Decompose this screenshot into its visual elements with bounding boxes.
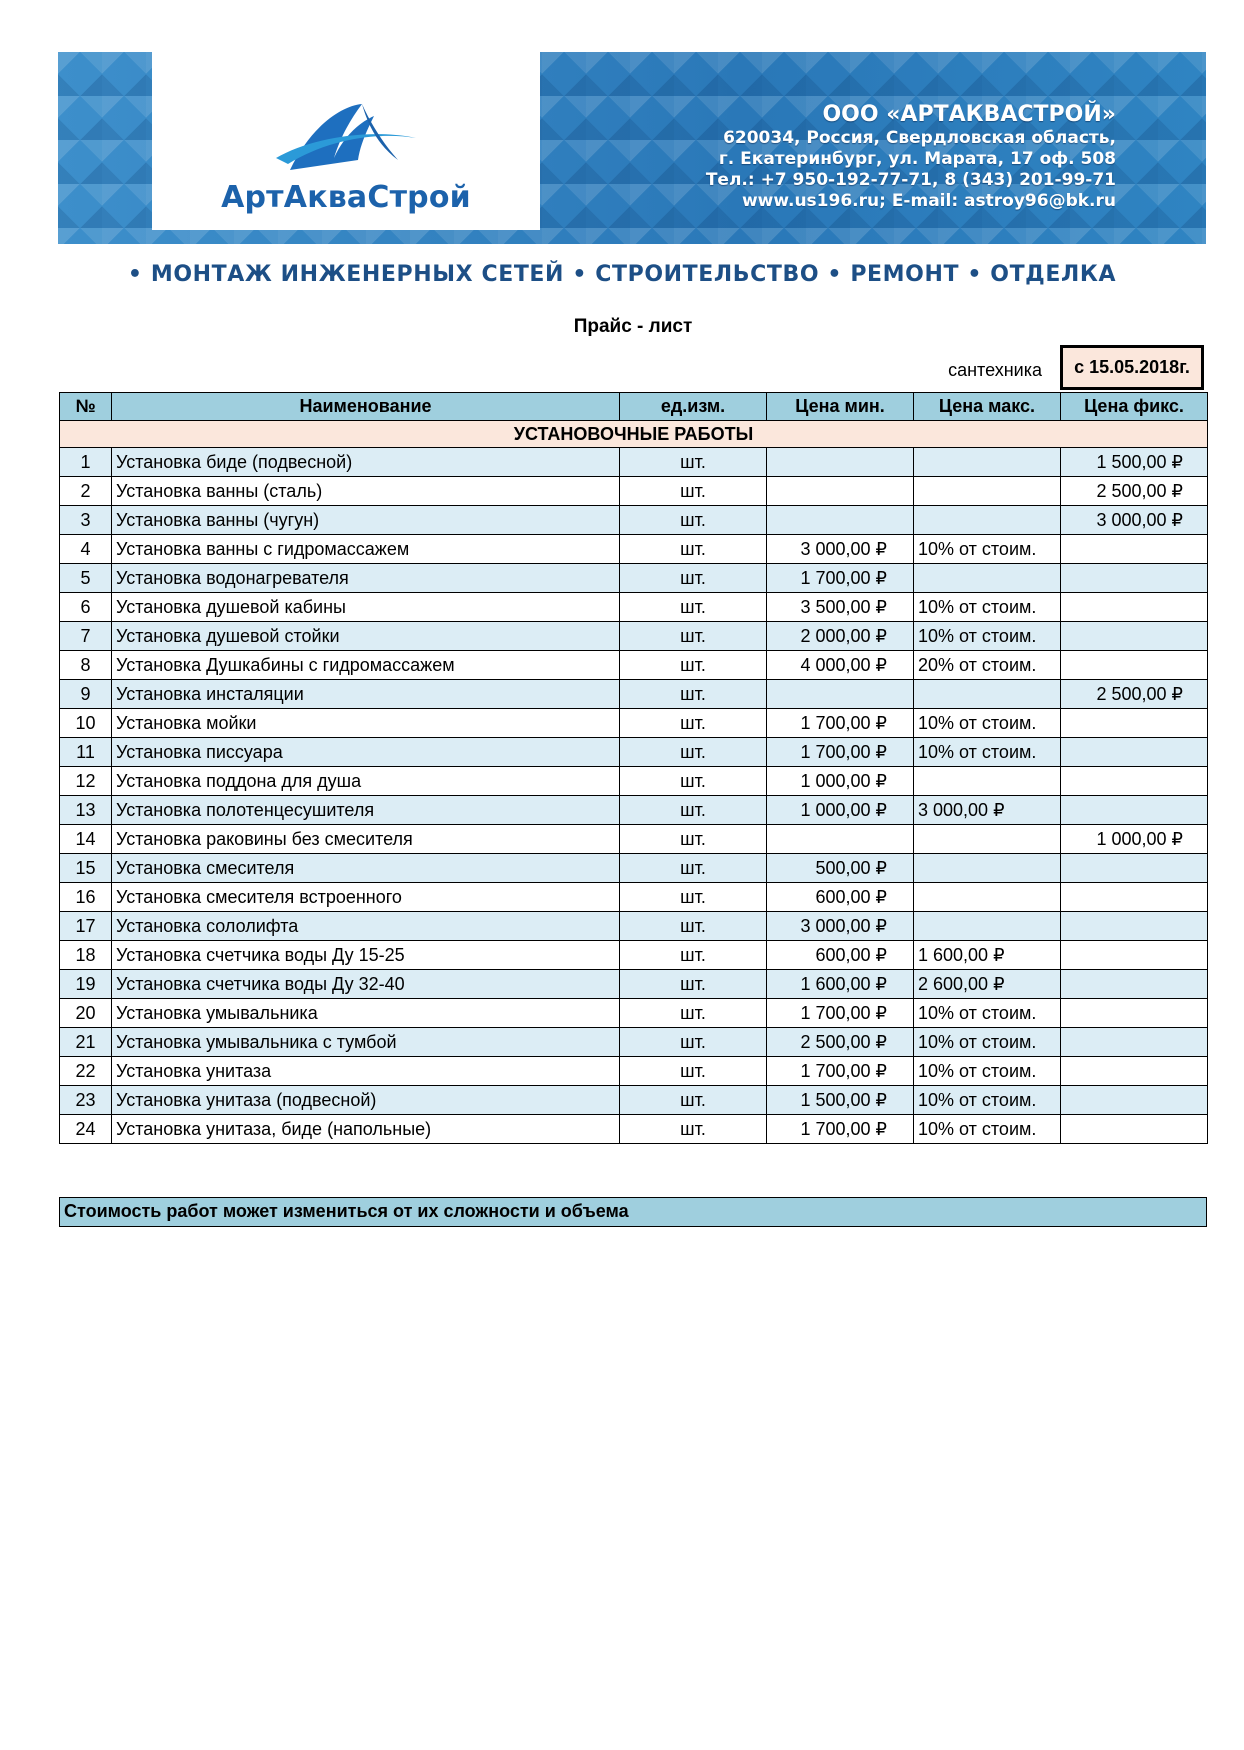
table-row (60, 448, 1208, 477)
row-price-min (767, 680, 914, 709)
table-row (60, 825, 1208, 854)
row-price-min: 1 700,00 ₽ (767, 1115, 914, 1144)
row-name: Установка инсталяции (112, 680, 620, 709)
row-number: 15 (60, 854, 112, 883)
row-name: Установка поддона для душа (112, 767, 620, 796)
row-price-fix: 1 500,00 ₽ (1061, 448, 1208, 477)
row-name: Установка ванны с гидромассажем (112, 535, 620, 564)
row-unit: шт. (620, 593, 767, 622)
row-unit: шт. (620, 564, 767, 593)
logo-swoosh-icon (270, 98, 420, 178)
row-name: Установка душевой стойки (112, 622, 620, 651)
company-name: ООО «АРТАКВАСТРОЙ» (822, 102, 1116, 127)
row-price-fix (1061, 1057, 1208, 1086)
row-price-max (914, 506, 1061, 535)
row-unit: шт. (620, 738, 767, 767)
row-unit: шт. (620, 767, 767, 796)
header-fix: Цена фикс. (1061, 393, 1208, 421)
row-price-min: 3 500,00 ₽ (767, 593, 914, 622)
table-row (60, 941, 1208, 970)
row-price-min (767, 506, 914, 535)
row-price-min (767, 448, 914, 477)
row-name: Установка ванны (чугун) (112, 506, 620, 535)
row-name: Установка смесителя встроенного (112, 883, 620, 912)
row-unit: шт. (620, 709, 767, 738)
row-price-fix (1061, 564, 1208, 593)
row-price-fix (1061, 999, 1208, 1028)
row-number: 3 (60, 506, 112, 535)
row-price-min: 1 000,00 ₽ (767, 796, 914, 825)
row-price-max: 10% от стоим. (914, 738, 1061, 767)
row-unit: шт. (620, 622, 767, 651)
row-number: 22 (60, 1057, 112, 1086)
row-price-fix (1061, 970, 1208, 999)
company-address-line1: 620034, Россия, Свердловская область, (723, 128, 1116, 148)
row-number: 23 (60, 1086, 112, 1115)
row-price-min: 3 000,00 ₽ (767, 535, 914, 564)
row-number: 21 (60, 1028, 112, 1057)
row-price-max: 10% от стоим. (914, 535, 1061, 564)
table-row (60, 1115, 1208, 1144)
row-number: 19 (60, 970, 112, 999)
row-price-max: 10% от стоим. (914, 1086, 1061, 1115)
date-badge: с 15.05.2018г. (1060, 345, 1204, 390)
row-price-fix: 2 500,00 ₽ (1061, 477, 1208, 506)
row-name: Установка счетчика воды Ду 32-40 (112, 970, 620, 999)
row-number: 17 (60, 912, 112, 941)
row-unit: шт. (620, 506, 767, 535)
row-price-fix: 2 500,00 ₽ (1061, 680, 1208, 709)
row-price-min: 4 000,00 ₽ (767, 651, 914, 680)
services-tagline: • МОНТАЖ ИНЖЕНЕРНЫХ СЕТЕЙ • СТРОИТЕЛЬСТВО • РЕМОНТ • ОТДЕЛКА (127, 262, 1117, 287)
row-number: 6 (60, 593, 112, 622)
row-price-fix (1061, 883, 1208, 912)
row-number: 24 (60, 1115, 112, 1144)
row-unit: шт. (620, 970, 767, 999)
row-price-max (914, 883, 1061, 912)
row-price-max: 3 000,00 ₽ (914, 796, 1061, 825)
table-row (60, 593, 1208, 622)
row-unit: шт. (620, 535, 767, 564)
row-unit: шт. (620, 448, 767, 477)
row-price-min: 1 700,00 ₽ (767, 709, 914, 738)
row-price-max: 10% от стоим. (914, 1028, 1061, 1057)
table-row (60, 767, 1208, 796)
row-name: Установка ванны (сталь) (112, 477, 620, 506)
row-name: Установка умывальника (112, 999, 620, 1028)
row-name: Установка унитаза, биде (напольные) (112, 1115, 620, 1144)
table-row (60, 1057, 1208, 1086)
row-price-fix (1061, 535, 1208, 564)
row-price-min: 1 700,00 ₽ (767, 738, 914, 767)
logo (152, 52, 540, 230)
row-name: Установка смесителя (112, 854, 620, 883)
row-number: 5 (60, 564, 112, 593)
table-row (60, 883, 1208, 912)
row-price-min: 1 600,00 ₽ (767, 970, 914, 999)
row-number: 12 (60, 767, 112, 796)
row-number: 8 (60, 651, 112, 680)
row-unit: шт. (620, 912, 767, 941)
table-row (60, 651, 1208, 680)
row-price-min: 1 000,00 ₽ (767, 767, 914, 796)
category-label: сантехника (948, 360, 1042, 380)
row-price-fix (1061, 941, 1208, 970)
table-row (60, 506, 1208, 535)
row-unit: шт. (620, 1086, 767, 1115)
row-name: Установка унитаза (подвесной) (112, 1086, 620, 1115)
header-num: № (60, 393, 112, 421)
row-name: Установка полотенцесушителя (112, 796, 620, 825)
table-row (60, 680, 1208, 709)
row-price-max (914, 564, 1061, 593)
row-price-max: 10% от стоим. (914, 1057, 1061, 1086)
row-price-max: 2 600,00 ₽ (914, 970, 1061, 999)
table-row (60, 1086, 1208, 1115)
row-price-fix (1061, 1086, 1208, 1115)
row-price-max: 10% от стоим. (914, 593, 1061, 622)
row-price-max: 10% от стоим. (914, 999, 1061, 1028)
row-unit: шт. (620, 854, 767, 883)
row-price-fix (1061, 854, 1208, 883)
row-price-min (767, 477, 914, 506)
row-unit: шт. (620, 796, 767, 825)
row-number: 11 (60, 738, 112, 767)
row-number: 16 (60, 883, 112, 912)
row-price-fix: 1 000,00 ₽ (1061, 825, 1208, 854)
row-name: Установка счетчика воды Ду 15-25 (112, 941, 620, 970)
company-address-line2: г. Екатеринбург, ул. Марата, 17 оф. 508 (718, 149, 1116, 169)
row-unit: шт. (620, 651, 767, 680)
price-note: Стоимость работ может измениться от их сложности и объема (59, 1197, 1207, 1227)
row-number: 9 (60, 680, 112, 709)
row-price-max: 10% от стоим. (914, 1115, 1061, 1144)
row-name: Установка мойки (112, 709, 620, 738)
row-price-fix (1061, 593, 1208, 622)
row-price-fix (1061, 1115, 1208, 1144)
row-unit: шт. (620, 941, 767, 970)
row-price-min: 1 700,00 ₽ (767, 1057, 914, 1086)
row-unit: шт. (620, 883, 767, 912)
table-row (60, 1028, 1208, 1057)
table-row (60, 999, 1208, 1028)
table-row (60, 970, 1208, 999)
company-web: www.us196.ru; E-mail: astroy96@bk.ru (741, 191, 1116, 211)
row-price-max (914, 477, 1061, 506)
row-unit: шт. (620, 999, 767, 1028)
table-row (60, 622, 1208, 651)
row-price-fix (1061, 709, 1208, 738)
row-unit: шт. (620, 825, 767, 854)
row-price-max (914, 680, 1061, 709)
row-price-fix (1061, 796, 1208, 825)
row-price-fix (1061, 767, 1208, 796)
section-title: УСТАНОВОЧНЫЕ РАБОТЫ (60, 421, 1208, 448)
row-price-fix (1061, 622, 1208, 651)
row-price-fix (1061, 912, 1208, 941)
row-number: 14 (60, 825, 112, 854)
price-table (59, 392, 1208, 1144)
row-name: Установка раковины без смесителя (112, 825, 620, 854)
page-title: Прайс - лист (573, 316, 693, 337)
header-max: Цена макс. (914, 393, 1061, 421)
row-number: 20 (60, 999, 112, 1028)
row-price-min: 500,00 ₽ (767, 854, 914, 883)
row-price-min (767, 825, 914, 854)
company-phone: Тел.: +7 950-192-77-71, 8 (343) 201-99-71 (705, 170, 1116, 190)
row-unit: шт. (620, 680, 767, 709)
row-number: 10 (60, 709, 112, 738)
table-row (60, 912, 1208, 941)
row-unit: шт. (620, 477, 767, 506)
row-price-min: 600,00 ₽ (767, 883, 914, 912)
table-row (60, 738, 1208, 767)
row-price-fix (1061, 651, 1208, 680)
row-unit: шт. (620, 1057, 767, 1086)
table-row (60, 535, 1208, 564)
row-price-min: 2 500,00 ₽ (767, 1028, 914, 1057)
row-number: 1 (60, 448, 112, 477)
row-number: 13 (60, 796, 112, 825)
table-row (60, 796, 1208, 825)
row-price-min: 600,00 ₽ (767, 941, 914, 970)
row-number: 2 (60, 477, 112, 506)
row-name: Установка сололифта (112, 912, 620, 941)
table-row (60, 477, 1208, 506)
row-price-fix: 3 000,00 ₽ (1061, 506, 1208, 535)
row-price-max: 10% от стоим. (914, 622, 1061, 651)
table-row (60, 564, 1208, 593)
row-price-max (914, 912, 1061, 941)
row-price-max: 1 600,00 ₽ (914, 941, 1061, 970)
row-name: Установка водонагревателя (112, 564, 620, 593)
row-name: Установка унитаза (112, 1057, 620, 1086)
header-unit: ед.изм. (620, 393, 767, 421)
row-price-fix (1061, 1028, 1208, 1057)
row-unit: шт. (620, 1028, 767, 1057)
row-unit: шт. (620, 1115, 767, 1144)
row-name: Установка писсуара (112, 738, 620, 767)
table-row (60, 854, 1208, 883)
row-price-max (914, 767, 1061, 796)
row-name: Установка биде (подвесной) (112, 448, 620, 477)
row-name: Установка душевой кабины (112, 593, 620, 622)
row-price-min: 1 500,00 ₽ (767, 1086, 914, 1115)
table-row (60, 709, 1208, 738)
row-price-min: 3 000,00 ₽ (767, 912, 914, 941)
row-number: 18 (60, 941, 112, 970)
header-name: Наименование (112, 393, 620, 421)
company-info (706, 102, 1116, 212)
row-price-min: 1 700,00 ₽ (767, 999, 914, 1028)
row-price-min: 1 700,00 ₽ (767, 564, 914, 593)
row-price-max (914, 854, 1061, 883)
row-price-min: 2 000,00 ₽ (767, 622, 914, 651)
row-price-max (914, 825, 1061, 854)
row-price-max (914, 448, 1061, 477)
header-min: Цена мин. (767, 393, 914, 421)
row-price-fix (1061, 738, 1208, 767)
row-number: 7 (60, 622, 112, 651)
row-price-max: 10% от стоим. (914, 709, 1061, 738)
logo-text: АртАкваСтрой (221, 180, 471, 215)
section-row (60, 421, 1208, 448)
row-price-max: 20% от стоим. (914, 651, 1061, 680)
row-name: Установка умывальника с тумбой (112, 1028, 620, 1057)
row-name: Установка Душкабины с гидромассажем (112, 651, 620, 680)
table-header-row (60, 393, 1208, 421)
row-number: 4 (60, 535, 112, 564)
